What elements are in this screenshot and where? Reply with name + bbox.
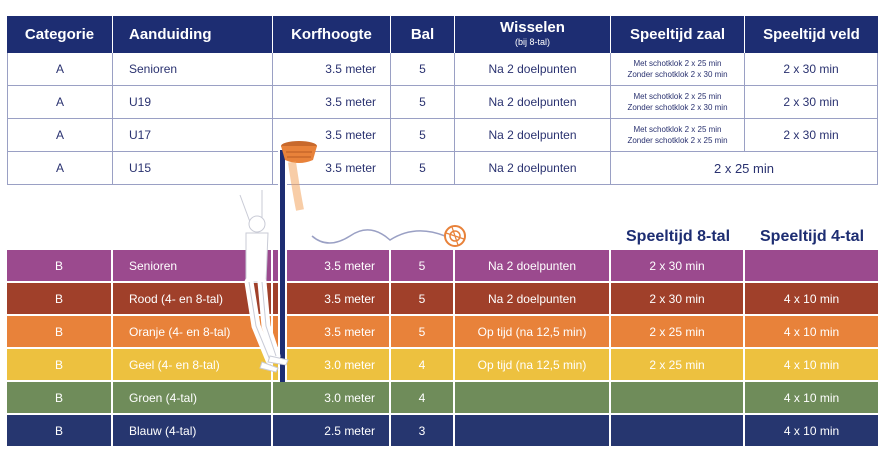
cell-wisselen: Na 2 doelpunten [455,119,611,152]
table-row [7,283,878,314]
cell-wisselen: Na 2 doelpunten [455,53,611,86]
header-speeltijd-veld: Speeltijd veld [745,16,878,53]
cell-aanduiding: Senioren [113,53,273,86]
cell-korfhoogte: 3.5 meter [273,316,391,347]
cell-korfhoogte: 3.5 meter [273,152,391,185]
cell-speeltijd-veld: 2 x 30 min [745,119,878,152]
cell-korfhoogte: 3.5 meter [273,119,391,152]
cell-speeltijd-zaal [611,119,745,152]
cell-korfhoogte: 3.0 meter [273,382,391,413]
header-wisselen-sub: (bij 8-tal) [514,36,550,47]
cell-speeltijd-8tal [611,382,745,413]
cell-speeltijd-8tal: 2 x 25 min [611,349,745,380]
header-aanduiding: Aanduiding [113,16,273,53]
header-bal: Bal [391,16,455,53]
cell-bal: 5 [391,283,455,314]
header-korfhoogte: Korfhoogte [273,16,391,53]
cell-korfhoogte: 3.0 meter [273,349,391,380]
cell-speeltijd-8tal: 2 x 25 min [611,316,745,347]
cell-bal: 5 [391,152,455,185]
cell-categorie: A [7,86,113,119]
cell-aanduiding: Rood (4- en 8-tal) [113,283,273,314]
table-row [7,119,878,152]
table-row [7,349,878,380]
cell-bal: 5 [391,53,455,86]
cell-wisselen: Na 2 doelpunten [455,250,611,281]
zaal-line-1: Met schotklok 2 x 25 min [633,59,722,68]
cell-speeltijd-8tal [611,415,745,446]
cell-speeltijd-zaal [611,86,745,119]
ball-trajectory-line [312,230,445,243]
zaal-line-1: Met schotklok 2 x 25 min [633,92,722,101]
cell-speeltijd-8tal: 2 x 30 min [611,250,745,281]
cell-speeltijd-veld: 2 x 30 min [745,86,878,119]
cell-aanduiding: U17 [113,119,273,152]
table-row [7,316,878,347]
table-row [7,152,878,185]
cell-categorie: A [7,119,113,152]
zaal-line-2: Zonder schotklok 2 x 25 min [627,136,728,145]
cell-categorie: A [7,53,113,86]
cell-korfhoogte: 3.5 meter [273,283,391,314]
cell-categorie: B [7,382,113,413]
header-categorie: Categorie [7,16,113,53]
cell-speeltijd-zaal [611,53,745,86]
cell-wisselen [455,415,611,446]
korfball-icon [445,226,465,246]
cell-categorie: B [7,250,113,281]
cell-bal: 4 [391,349,455,380]
cell-bal: 5 [391,86,455,119]
cell-aanduiding: U19 [113,86,273,119]
cell-speeltijd-4tal: 4 x 10 min [745,283,878,314]
cell-bal: 3 [391,415,455,446]
cell-korfhoogte: 3.5 meter [273,250,391,281]
cell-wisselen: Na 2 doelpunten [455,283,611,314]
cell-bal: 5 [391,250,455,281]
table-header [7,16,878,53]
zaal-line-1: Met schotklok 2 x 25 min [633,125,722,134]
cell-speeltijd-8tal: 2 x 30 min [611,283,745,314]
cell-wisselen [455,382,611,413]
table-row [7,86,878,119]
cell-categorie: B [7,316,113,347]
cell-wisselen: Na 2 doelpunten [455,152,611,185]
cell-categorie: A [7,152,113,185]
table-row [7,53,878,86]
cell-speeltijd-4tal: 4 x 10 min [745,349,878,380]
cell-bal: 4 [391,382,455,413]
cell-wisselen: Op tijd (na 12,5 min) [455,316,611,347]
cell-korfhoogte: 3.5 meter [273,53,391,86]
header-wisselen-label: Wisselen [500,18,565,36]
cell-aanduiding: Blauw (4-tal) [113,415,273,446]
cell-aanduiding: Senioren [113,250,273,281]
cell-speeltijd-4tal: 4 x 10 min [745,316,878,347]
cell-categorie: B [7,283,113,314]
zaal-line-2: Zonder schotklok 2 x 30 min [627,70,728,79]
cell-bal: 5 [391,316,455,347]
cell-aanduiding: Geel (4- en 8-tal) [113,349,273,380]
cell-wisselen: Op tijd (na 12,5 min) [455,349,611,380]
cell-speeltijd-merged: 2 x 25 min [611,152,878,185]
header-speeltijd-8tal: Speeltijd 8-tal [626,228,731,245]
cell-korfhoogte: 2.5 meter [273,415,391,446]
table-row [7,382,878,413]
cell-bal: 5 [391,119,455,152]
header-speeltijd-4tal: Speeltijd 4-tal [760,228,865,245]
cell-aanduiding: Groen (4-tal) [113,382,273,413]
cell-korfhoogte: 3.5 meter [273,86,391,119]
cell-speeltijd-4tal: 4 x 10 min [745,415,878,446]
cell-wisselen: Na 2 doelpunten [455,86,611,119]
cell-aanduiding: U15 [113,152,273,185]
cell-categorie: B [7,349,113,380]
cell-speeltijd-veld: 2 x 30 min [745,53,878,86]
cell-speeltijd-4tal [745,250,878,281]
table-row [7,250,878,281]
header-speeltijd-zaal: Speeltijd zaal [611,16,745,53]
cell-aanduiding: Oranje (4- en 8-tal) [113,316,273,347]
header-wisselen [455,16,611,53]
cell-speeltijd-4tal: 4 x 10 min [745,382,878,413]
zaal-line-2: Zonder schotklok 2 x 30 min [627,103,728,112]
table-row [7,415,878,446]
cell-categorie: B [7,415,113,446]
